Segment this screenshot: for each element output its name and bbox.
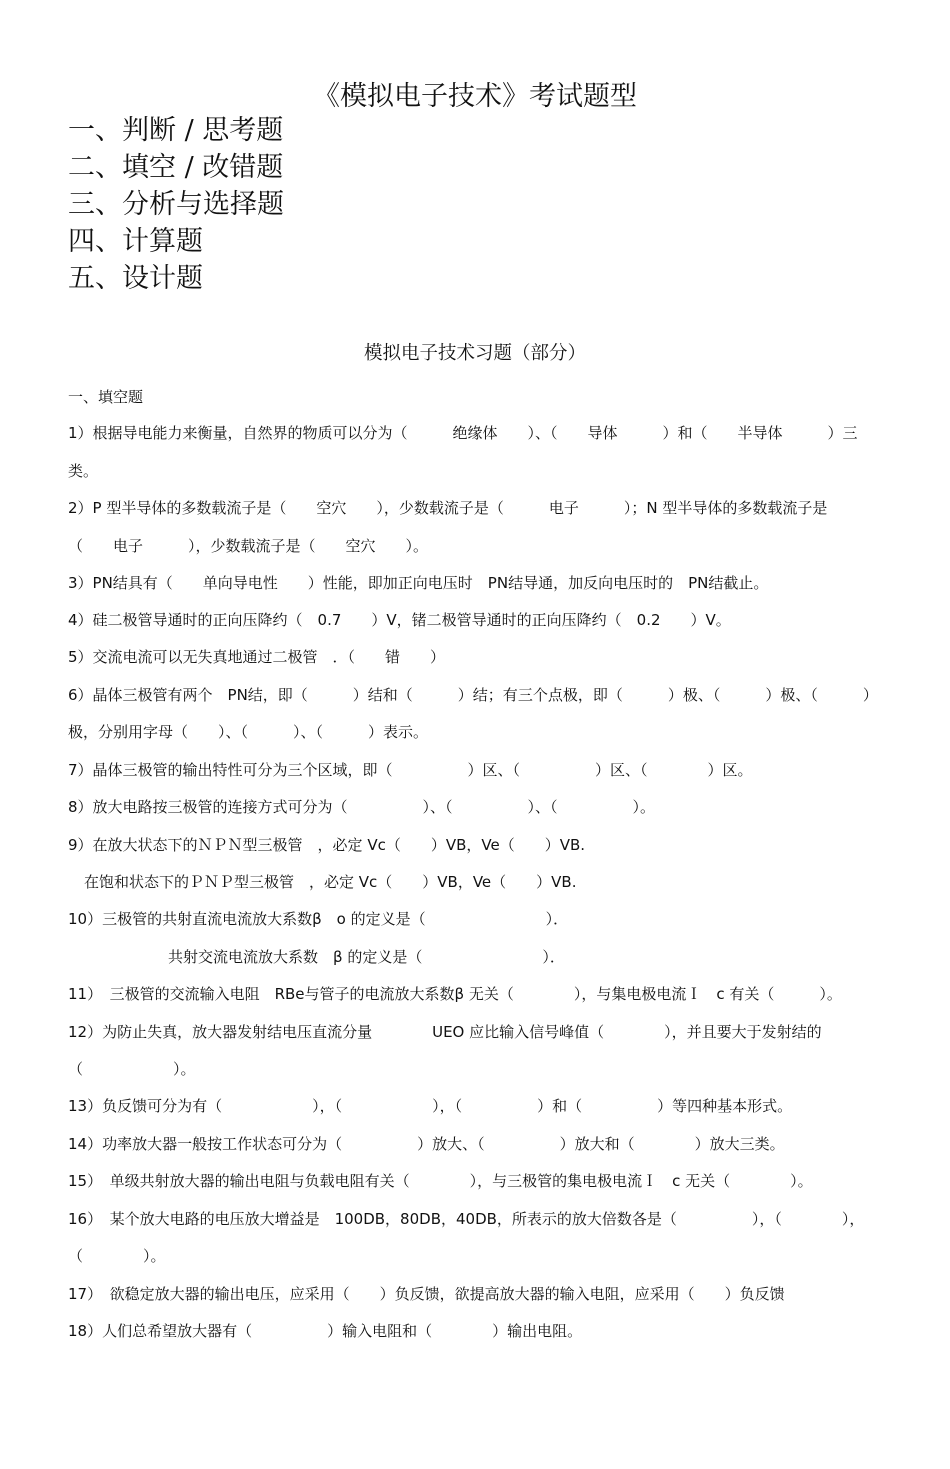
question-line: 极，分别用字母（ ）、（ ）、（ ）表示。 <box>68 723 429 741</box>
exercise-subtitle: 模拟电子技术习题（部分） <box>363 343 586 364</box>
question-line: 9）在放大状态下的ＮＰＮ型三极管 ，必定 Vc（ ）VB，Ve（ ）VB. <box>68 836 586 854</box>
question-line: 17） 欲稳定放大器的输出电压，应采用（ ）负反馈，欲提高放大器的输入电阻，应采用（ ）负反馈 <box>68 1285 785 1303</box>
question-line: 3）PN结具有（ 单向导电性 ）性能，即加正向电压时 PN结导通，加反向电压时的 PN结截止。 <box>68 574 769 592</box>
question-line: 12）为防止失真，放大器发射结电压直流分量 UEO 应比输入信号峰值（ ），并且要大于发射结的 <box>68 1023 822 1041</box>
exam-title: 《模拟电子技术》考试题型 <box>313 81 637 112</box>
question-line: 2）P 型半导体的多数载流子是（ 空穴 ），少数载流子是（ 电子 ）；N 型半导体的多数载流子是 <box>68 499 828 517</box>
question-line: 类。 <box>68 462 99 480</box>
question-type-item: 三、分析与选择题 <box>68 189 284 220</box>
question-type-item: 一、判断 / 思考题 <box>68 115 284 146</box>
question-line: 1）根据导电能力来衡量，自然界的物质可以分为（ 绝缘体 ）、（ 导体 ）和（ 半导体 ）三 <box>68 424 858 442</box>
question-types-list <box>68 112 284 297</box>
question-line: （ ）。 <box>68 1060 196 1078</box>
question-line: 8）放大电路按三极管的连接方式可分为（ ）、（ ）、（ ）。 <box>68 798 656 816</box>
question-line: 16） 某个放大电路的电压放大增益是 100DB，80DB，40DB，所表示的放大倍数各是（ ），（ ）， <box>68 1210 865 1228</box>
question-line: 在饱和状态下的ＰＮＰ型三极管 ，必定 Vc（ ）VB，Ve（ ）VB. <box>84 873 577 891</box>
question-line: 4）硅二极管导通时的正向压降约（ 0.7 ）V，锗二极管导通时的正向压降约（ 0.2 ）V。 <box>68 611 731 629</box>
question-type-item: 五、设计题 <box>68 263 203 294</box>
question-line: 7）晶体三极管的输出特性可分为三个区域，即（ ）区、（ ）区、（ ）区。 <box>68 761 753 779</box>
question-line: 15） 单级共射放大器的输出电阻与负载电阻有关（ ），与三极管的集电极电流Ｉ c 无关（ ）。 <box>68 1172 813 1190</box>
question-type-item: 四、计算题 <box>68 226 203 257</box>
question-line: 10）三极管的共射直流电流放大系数β o 的定义是（ ）． <box>68 910 569 928</box>
section-heading: 一、填空题 <box>68 388 144 406</box>
question-line: （ ）。 <box>68 1247 166 1265</box>
question-line: 11） 三极管的交流输入电阻 RBe与管子的电流放大系数β 无关（ ），与集电极电流Ｉ c 有关（ ）。 <box>68 985 842 1003</box>
question-line: 14）功率放大器一般按工作状态可分为（ ）放大、（ ）放大和（ ）放大三类。 <box>68 1135 785 1153</box>
question-line: 18）人们总希望放大器有（ ）输入电阻和（ ）输出电阻。 <box>68 1322 583 1340</box>
question-type-item: 二、填空 / 改错题 <box>68 152 284 183</box>
question-line: 5）交流电流可以无失真地通过二极管 ．（ 错 ） <box>68 648 446 666</box>
question-line: 共射交流电流放大系数 β 的定义是（ ）． <box>168 948 565 966</box>
question-line: 6）晶体三极管有两个 PN结，即（ ）结和（ ）结；有三个点极，即（ ）极、（ ）极、（ ） <box>68 686 878 704</box>
question-line: 13）负反馈可分为有（ ），（ ），（ ）和（ ）等四种基本形式。 <box>68 1097 793 1115</box>
question-line: （ 电子 ），少数载流子是（ 空穴 ）。 <box>68 537 429 555</box>
